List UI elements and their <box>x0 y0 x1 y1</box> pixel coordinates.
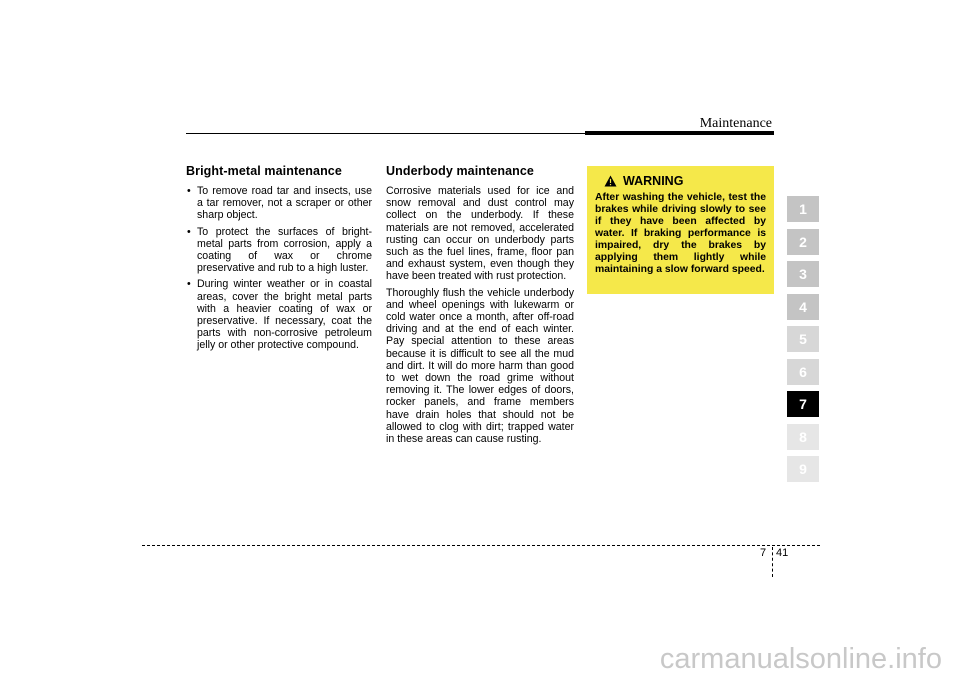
bright-metal-list <box>186 185 372 352</box>
warning-header <box>604 174 766 188</box>
chapter-tabs <box>787 196 819 489</box>
watermark: carmanualsonline.info <box>659 643 942 675</box>
chapter-tab-3[interactable]: 3 <box>787 261 819 287</box>
chapter-tab-7[interactable]: 7 <box>787 391 819 417</box>
page-number: 41 <box>776 547 789 559</box>
list-item: • To protect the surfaces of bright-metal parts from corrosion, apply a coating of wax or chrome preservative and rub to a high luster. <box>186 226 372 275</box>
chapter-tab-1[interactable]: 1 <box>787 196 819 222</box>
header-rule-accent <box>585 131 774 135</box>
bright-metal-section <box>186 164 372 356</box>
underbody-paragraph: Corrosive materials used for ice and snow removal and dust control may collect on the underbody. If these materials are not removed, accelerated rusting can occur on underbody parts such as the fuel lines, frame, floor pan and exhaust system, even though they have been treated with rust protection. <box>386 185 574 283</box>
chapter-tab-8[interactable]: 8 <box>787 424 819 450</box>
chapter-tab-9[interactable]: 9 <box>787 456 819 482</box>
chapter-tab-5[interactable]: 5 <box>787 326 819 352</box>
chapter-tab-6[interactable]: 6 <box>787 359 819 385</box>
warning-text: After washing the vehicle, test the brakes while driving slowly to see if they have been affected by water. If braking performance is impaired, dry the brakes by applying them lightly while maintaining a slow forward speed. <box>595 192 766 275</box>
warning-title: WARNING <box>623 174 684 188</box>
footer-chapter: 7 <box>760 547 767 559</box>
list-item: • During winter weather or in coastal areas, cover the bright metal parts with a heavier coating of wax or preservative. If necessary, coat the parts with non-corrosive petroleum jelly or other protective compound. <box>186 278 372 351</box>
chapter-tab-4[interactable]: 4 <box>787 294 819 320</box>
underbody-paragraph: Thoroughly flush the vehicle underbody and wheel openings with lukewarm or cold water once a month, after off-road driving and at the end of each winter. Pay special attention to these areas because it is difficult to see all the mud and dirt. It will do more harm than good to wet down the road grime without removing it. The lower edges of doors, rocker panels, and frame members have drain holes that should not be allowed to clog with dirt; trapped water in these areas can cause rusting. <box>386 286 574 446</box>
footer-separator <box>772 547 773 577</box>
underbody-section <box>386 164 574 449</box>
footer-rule <box>142 545 820 546</box>
underbody-heading: Underbody maintenance <box>386 164 534 178</box>
section-title: Maintenance <box>699 116 772 131</box>
bright-metal-heading: Bright-metal maintenance <box>186 164 342 178</box>
chapter-tab-2[interactable]: 2 <box>787 229 819 255</box>
list-item: • To remove road tar and insects, use a tar remover, not a scraper or other sharp object. <box>186 185 372 222</box>
warning-triangle-icon <box>604 175 617 187</box>
warning-box <box>587 166 774 294</box>
